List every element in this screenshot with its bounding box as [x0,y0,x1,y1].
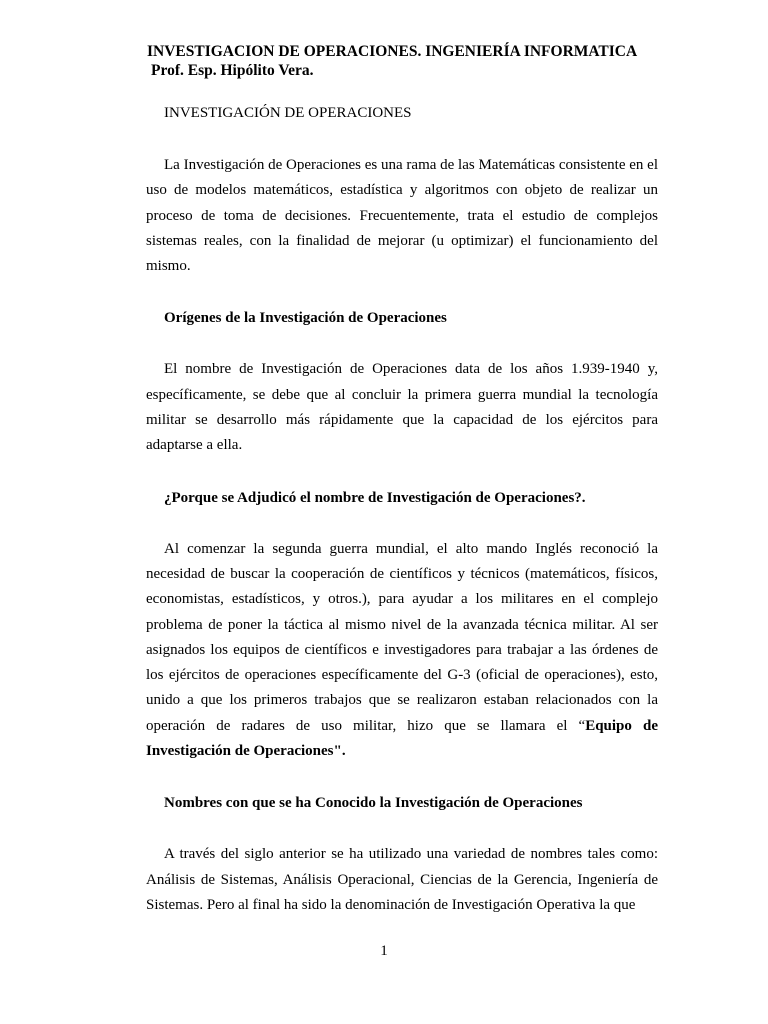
paragraph-naming-bold: Equipo de Investigación de Operaciones". [146,717,658,760]
paragraph-definition: La Investigación de Operaciones es una rama de las Matemáticas consistente en el uso de modelos matemáticos, estadística y algoritmos con objeto de realizar un proceso de toma de decisiones. Frecuentemente, trata el estudio de complejos sistemas reales, con la finalidad de mejorar (u optimizar) el funcionamiento del mismo. [146,157,658,275]
section-heading-other-names: Nombres con que se ha Conocido la Investigación de Operaciones [164,795,583,812]
paragraph-naming [146,537,658,765]
paragraph-origins: El nombre de Investigación de Operaciones data de los años 1.939-1940 y, específicamente, se debe que al concluir la primera guerra mundial la tecnología militar se desarrollo más rápidamente que la capacidad de los ejércitos para adaptarse a ella. [146,361,658,454]
header-course-title: INVESTIGACION DE OPERACIONES. INGENIERÍA INFORMATICA [147,43,638,60]
spacer [146,815,658,842]
spacer [146,459,658,486]
section-heading-origins: Orígenes de la Investigación de Operaciones [164,310,447,327]
spacer [146,764,658,791]
header-professor: Prof. Esp. Hipólito Vera. [151,62,314,79]
spacer [146,125,658,153]
page-header [147,42,667,80]
section-heading-name: ¿Porque se Adjudicó el nombre de Investigación de Operaciones?. [164,489,586,506]
spacer [146,510,658,537]
document-title: INVESTIGACIÓN DE OPERACIONES [164,105,412,121]
paragraph-other-names: A través del siglo anterior se ha utilizado una variedad de nombres tales como: Análisis de Sistemas, Análisis Operacional, Ciencias de la Gerencia, Ingeniería de Sistemas. Pero al final ha sido la denominación de Investigación Operativa la que [146,846,658,913]
paragraph-naming-text: Al comenzar la segunda guerra mundial, el alto mando Inglés reconoció la necesidad de buscar la cooperación de científicos y técnicos (matemáticos, físicos, economistas, estadísticos, y otros.), para ayudar a los militares en el complejo problema de poner la táctica al mismo nivel de la avanzada técnica militar. Al ser asignados los equipos de científicos e investigadores para trabajar a las órdenes de los ejércitos de operaciones específicamente del G-3 (oficial de operaciones), esto, unido a que los primeros trabajos que se realizaron estaban relacionados con la operación de radares de uso militar, hizo que se llamara el “ [146,540,658,734]
document-body [146,101,658,918]
spacer [146,330,658,357]
spacer [146,279,658,306]
page-number: 1 [380,943,388,959]
